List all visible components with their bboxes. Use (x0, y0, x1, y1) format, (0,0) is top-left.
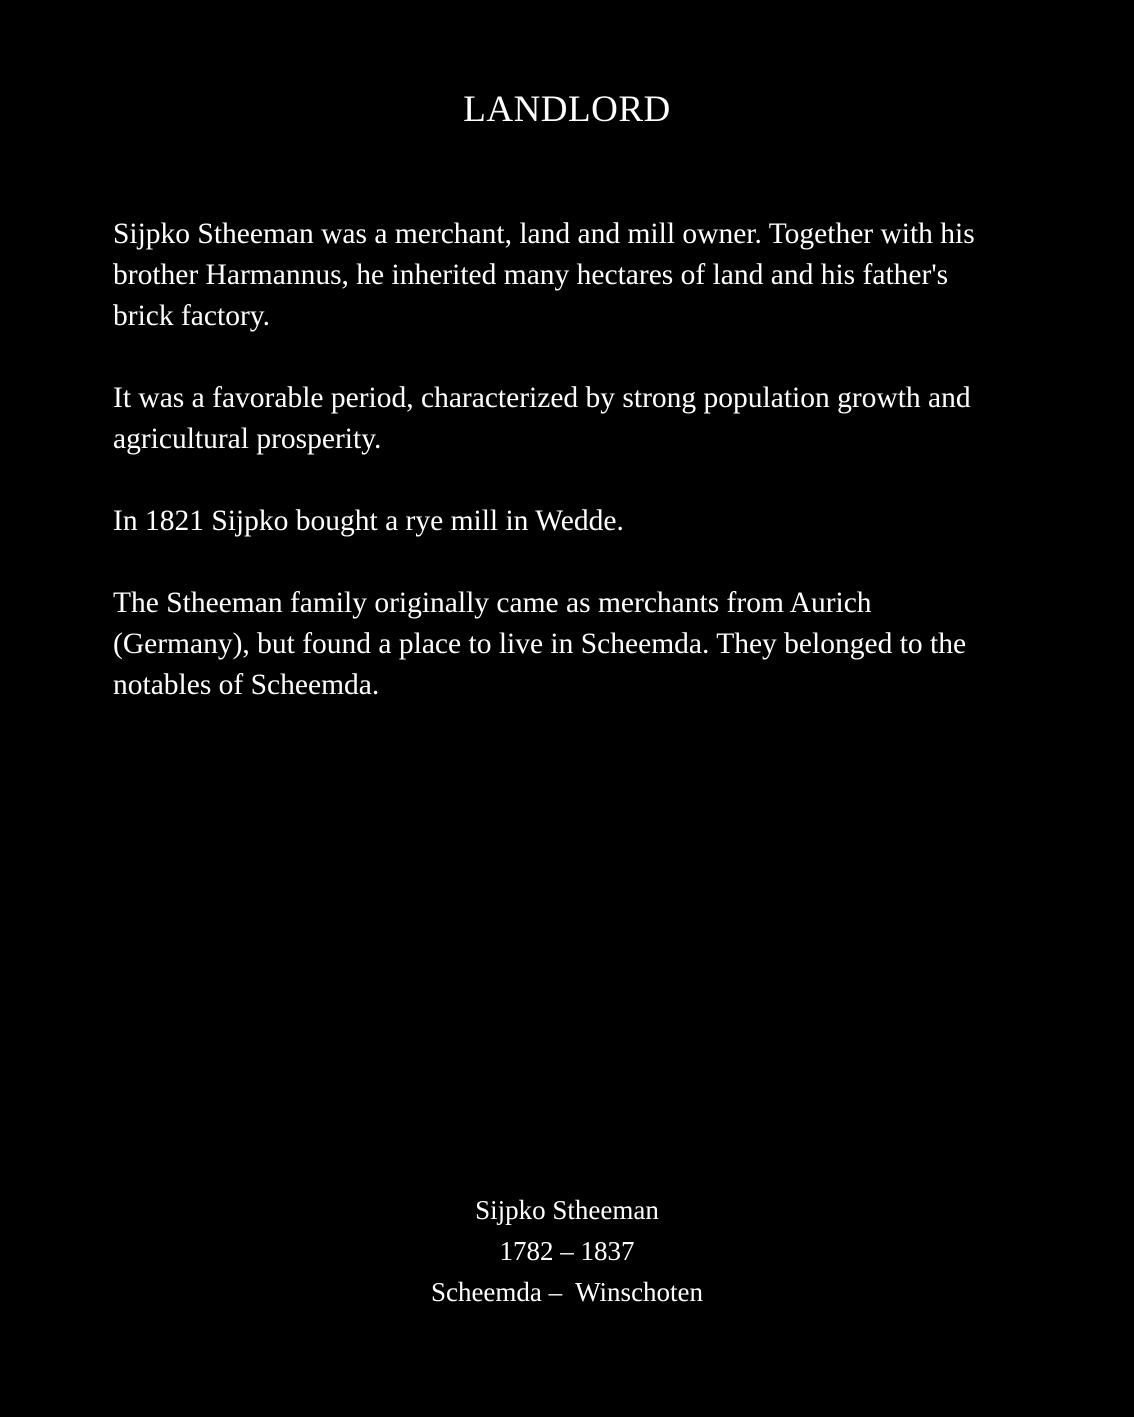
paragraph-mill: In 1821 Sijpko bought a rye mill in Wedde. (113, 505, 624, 537)
paragraph-family: The Stheeman family originally came as merchants from Aurich (Germany), but found a place to live in Scheemda. They belonged to the notables of Scheemda. (113, 587, 967, 701)
caption-name: Sijpko Stheeman (475, 1195, 659, 1225)
paragraph-intro: Sijpko Stheeman was a merchant, land and mill owner. Together with his brother Harmannus, he inherited many hectares of land and his father's brick factory. (113, 218, 975, 332)
paragraph-period: It was a favorable period, characterized by strong population growth and agricultural prosperity. (113, 382, 971, 455)
page-title: LANDLORD (463, 89, 671, 130)
caption-years: 1782 – 1837 (499, 1236, 635, 1266)
body-text (113, 214, 1013, 747)
portrait-caption (0, 1190, 1134, 1313)
caption-places: Scheemda – Winschoten (430, 1277, 704, 1307)
